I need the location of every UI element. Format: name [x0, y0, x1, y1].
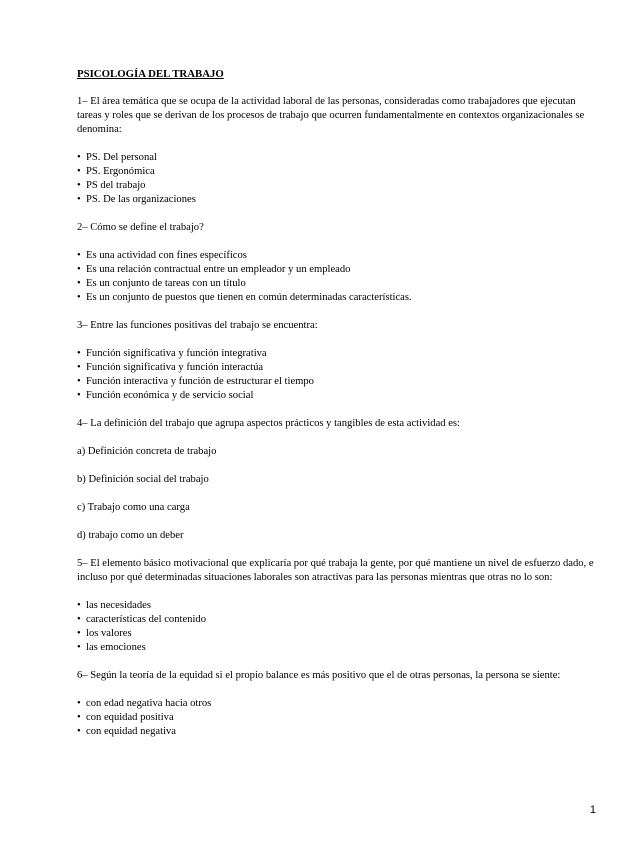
- option-text: Es un conjunto de puestos que tienen en común determinadas características.: [86, 292, 412, 303]
- option-text: Función significativa y función interactúa: [86, 362, 264, 373]
- list-item: [77, 613, 597, 627]
- document-page: [77, 67, 597, 753]
- option-text: con equidad negativa: [86, 726, 177, 737]
- bullet-icon: •: [77, 600, 81, 611]
- option-text: PS. Del personal: [86, 152, 157, 163]
- list-item: [77, 375, 597, 389]
- list-item: [77, 277, 597, 291]
- bullet-icon: •: [77, 698, 81, 709]
- bullet-icon: •: [77, 292, 81, 303]
- question-3-text: 3– Entre las funciones positivas del trabajo se encuentra:: [77, 320, 318, 331]
- bullet-icon: •: [77, 628, 81, 639]
- question-2: [77, 221, 597, 305]
- question-4: [77, 417, 597, 543]
- question-1-options: [77, 151, 597, 207]
- bullet-icon: •: [77, 642, 81, 653]
- question-6-text: 6– Según la teoría de la equidad si el propio balance es más positivo que el de otras personas, la persona se siente:: [77, 670, 561, 681]
- option-text: los valores: [86, 628, 132, 639]
- bullet-icon: •: [77, 348, 81, 359]
- option-text: PS. De las organizaciones: [86, 194, 196, 205]
- list-item: [77, 725, 597, 739]
- option-b: b) Definición social del trabajo: [77, 474, 209, 485]
- document-title: PSICOLOGÍA DEL TRABAJO: [77, 68, 224, 80]
- list-item: [77, 165, 597, 179]
- option-d: d) trabajo como un deber: [77, 530, 184, 541]
- option-text: PS. Ergonómica: [86, 166, 155, 177]
- bullet-icon: •: [77, 390, 81, 401]
- bullet-icon: •: [77, 180, 81, 191]
- question-2-text: 2– Cómo se define el trabajo?: [77, 222, 204, 233]
- list-item: [77, 291, 597, 305]
- list-item: [77, 347, 597, 361]
- question-1: [77, 95, 597, 207]
- bullet-icon: •: [77, 278, 81, 289]
- bullet-icon: •: [77, 614, 81, 625]
- list-item: [77, 627, 597, 641]
- option-text: Función significativa y función integrativa: [86, 348, 267, 359]
- question-6: [77, 669, 597, 739]
- bullet-icon: •: [77, 250, 81, 261]
- list-item: [77, 179, 597, 193]
- bullet-icon: •: [77, 376, 81, 387]
- bullet-icon: •: [77, 264, 81, 275]
- option-text: características del contenido: [86, 614, 207, 625]
- list-item: [77, 599, 597, 613]
- question-1-text: 1– El área temática que se ocupa de la actividad laboral de las personas, consideradas como trabajadores que ejecutan tareas y roles que se derivan de los procesos de trabajo que ocurren fundamentalmente en contextos organizacionales se denomina:: [77, 96, 585, 135]
- list-item: [77, 711, 597, 725]
- bullet-icon: •: [77, 152, 81, 163]
- bullet-icon: •: [77, 362, 81, 373]
- option-text: Función interactiva y función de estructurar el tiempo: [86, 376, 314, 387]
- option-text: con edad negativa hacia otros: [86, 698, 212, 709]
- option-text: las emociones: [86, 642, 146, 653]
- question-5-options: [77, 599, 597, 655]
- question-4-text: 4– La definición del trabajo que agrupa aspectos prácticos y tangibles de esta actividad es:: [77, 418, 460, 429]
- option-text: las necesidades: [86, 600, 152, 611]
- bullet-icon: •: [77, 726, 81, 737]
- question-5: [77, 557, 597, 655]
- list-item: [77, 361, 597, 375]
- option-text: Es una actividad con fines específicos: [86, 250, 247, 261]
- list-item: [77, 193, 597, 207]
- bullet-icon: •: [77, 166, 81, 177]
- page-number: 1: [589, 804, 596, 816]
- question-6-options: [77, 697, 597, 739]
- question-5-text: 5– El elemento básico motivacional que explicaría por qué trabaja la gente, por qué mantiene un nivel de esfuerzo dado, e incluso por qué determinadas situaciones laborales son atractivas para las personas mientras que otras no lo son:: [77, 558, 594, 583]
- option-text: Es una relación contractual entre un empleador y un empleado: [86, 264, 351, 275]
- option-text: Función económica y de servicio social: [86, 390, 254, 401]
- option-a: a) Definición concreta de trabajo: [77, 446, 217, 457]
- option-text: PS del trabajo: [86, 180, 146, 191]
- bullet-icon: •: [77, 194, 81, 205]
- option-text: con equidad positiva: [86, 712, 174, 723]
- list-item: [77, 389, 597, 403]
- list-item: [77, 641, 597, 655]
- question-3: [77, 319, 597, 403]
- question-2-options: [77, 249, 597, 305]
- list-item: [77, 697, 597, 711]
- list-item: [77, 151, 597, 165]
- list-item: [77, 249, 597, 263]
- option-text: Es un conjunto de tareas con un título: [86, 278, 246, 289]
- list-item: [77, 263, 597, 277]
- option-c: c) Trabajo como una carga: [77, 502, 190, 513]
- question-3-options: [77, 347, 597, 403]
- question-4-options: [77, 445, 597, 543]
- bullet-icon: •: [77, 712, 81, 723]
